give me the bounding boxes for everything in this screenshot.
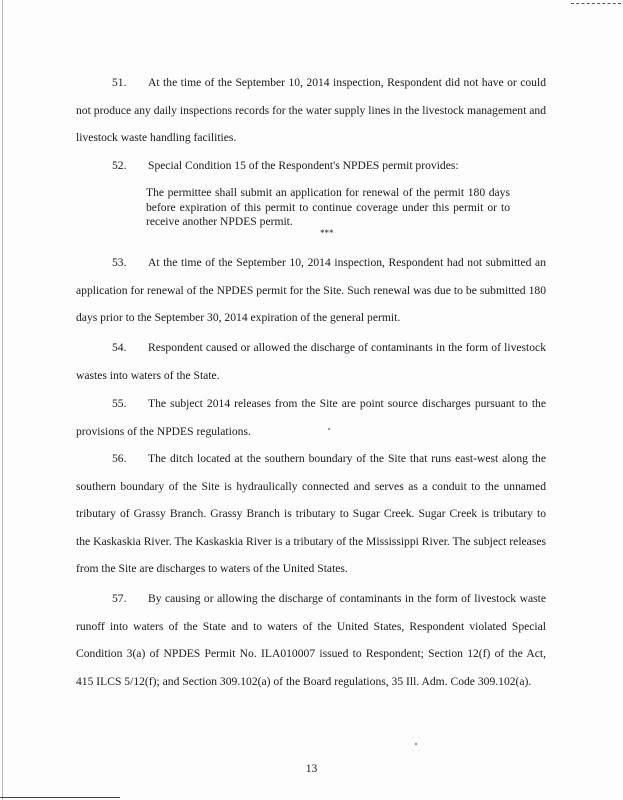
paragraph-number: 53. <box>112 256 127 269</box>
paragraph-text: Special Condition 15 of the Respondent's NPDES permit provides: <box>148 159 459 172</box>
bottom-edge-mark <box>0 797 120 798</box>
paragraph-number: 56. <box>112 452 127 465</box>
paragraph-text: At the time of the September 10, 2014 inspection, Respondent did not have or could not produce any daily inspections records for the water supply lines in the livestock management and livestock waste handling facilities. <box>76 76 546 144</box>
paragraph-number: 51. <box>112 76 127 89</box>
paragraph-text: The ditch located at the southern boundary of the Site that runs east-west along the southern boundary of the Site is hydraulically connected and serves as a conduit to the unnamed tributary of Grassy Branch. Grassy Branch is tributary to Sugar Creek. Sugar Creek is tributary to the Kaskaskia River. The Kaskaskia River is a tributary of the Mississippi River. The subject releases from the Site are discharges to waters of the United States. <box>76 452 546 575</box>
paragraph-text: Respondent caused or allowed the discharge of contaminants in the form of livestock wastes into waters of the State. <box>76 341 546 382</box>
paragraph-57 <box>76 585 546 695</box>
paragraph-number: 57. <box>112 592 127 605</box>
paragraph-52 <box>76 152 546 180</box>
paragraph-text: At the time of the September 10, 2014 inspection, Respondent had not submitted an application for renewal of the NPDES permit for the Site. Such renewal was due to be submitted 180 days prior to the September 30, 2014 expiration of the general permit. <box>76 256 546 324</box>
paragraph-number: 55. <box>112 397 127 410</box>
paragraph-51 <box>76 69 546 152</box>
scan-speck <box>328 428 330 430</box>
block-quote: The permittee shall submit an application for renewal of the permit 180 days before expiration of this permit to continue coverage under this permit or to receive another NPDES permit. <box>146 186 510 228</box>
paragraph-number: 54. <box>112 341 127 354</box>
paragraph-54 <box>76 334 546 389</box>
paragraph-number: 52. <box>112 159 127 172</box>
paragraph-56 <box>76 445 546 583</box>
paragraph-text: The subject 2014 releases from the Site are point source discharges pursuant to the provisions of the NPDES regulations. <box>76 397 546 438</box>
ellipsis-marker: *** <box>320 228 334 238</box>
scan-speck <box>415 743 417 745</box>
left-edge-mark <box>2 0 3 800</box>
paragraph-text: By causing or allowing the discharge of contaminants in the form of livestock waste runoff into waters of the State and to waters of the United States, Respondent violated Special Condition 3(a) of NPDES Permit No. ILA010007 issued to Respondent; Section 12(f) of the Act, 415 ILCS 5/12(f); and Section 309.102(a) of the Board regulations, 35 Ill. Adm. Code 309.102(a). <box>76 592 546 688</box>
paragraph-55 <box>76 390 546 445</box>
paragraph-53 <box>76 249 546 332</box>
top-edge-mark <box>571 3 621 4</box>
page-number: 13 <box>305 762 318 775</box>
